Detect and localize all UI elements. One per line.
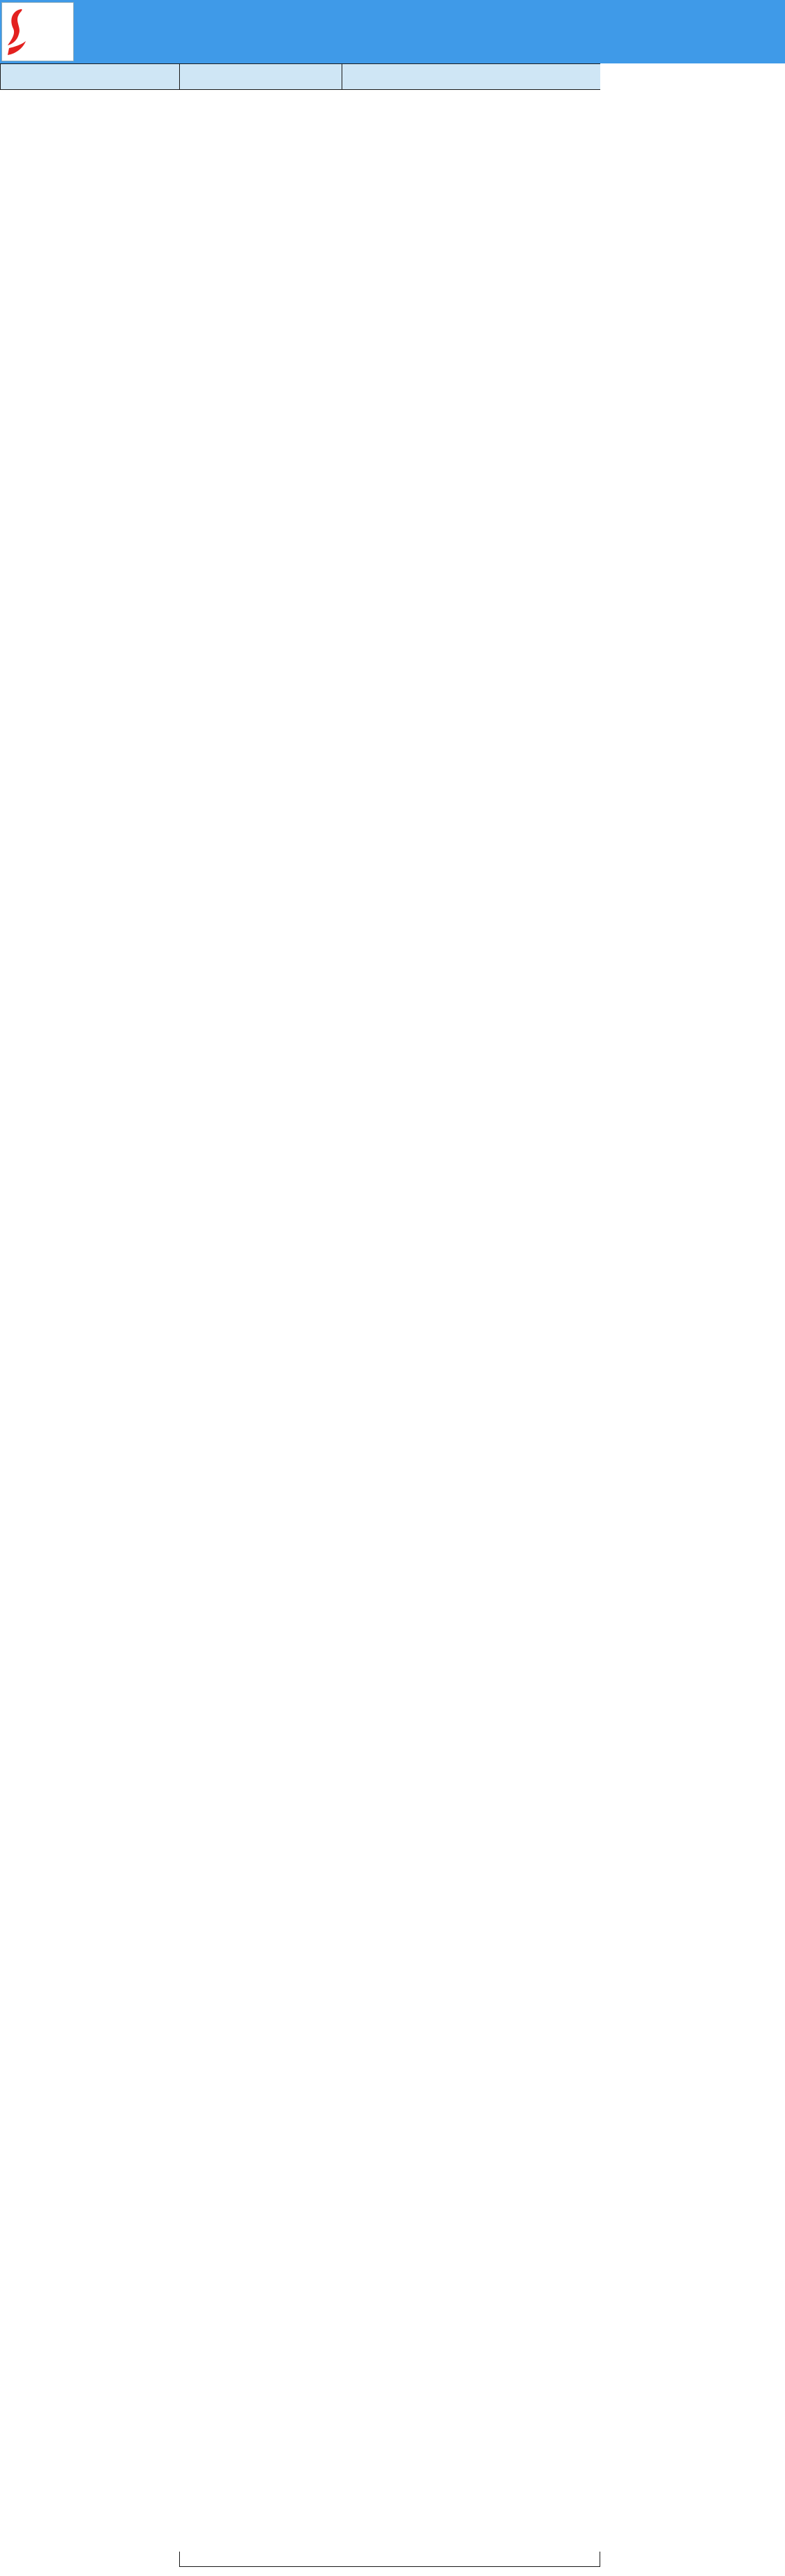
ranking-table: [0, 63, 601, 90]
logo-mark-icon: [5, 6, 29, 58]
column-header-activity: [342, 64, 601, 90]
table-header-row: [1, 64, 601, 90]
title-banner: [0, 0, 785, 63]
column-header-name: [180, 64, 342, 90]
column-header-no: [1, 64, 180, 90]
right-margin: [600, 63, 785, 2576]
defterdarlik-logo: [1, 2, 74, 61]
footnote: [179, 2552, 600, 2567]
